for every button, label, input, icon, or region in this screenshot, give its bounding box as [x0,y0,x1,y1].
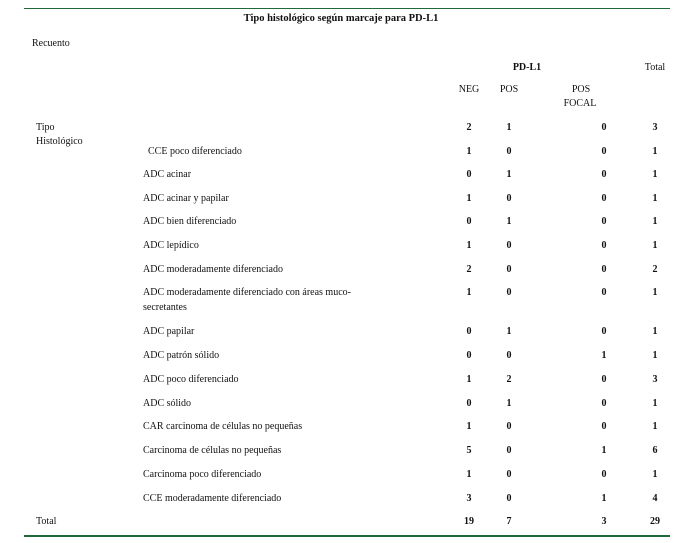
row-focal: 0 [601,169,607,180]
row-neg: 0 [466,216,472,227]
header-pdl1: PD-L1 [512,62,542,73]
row-neg: 0 [466,350,472,361]
header-pos-focal-2: FOCAL [563,98,597,109]
row-pos: 0 [506,264,512,275]
group-total-focal: 0 [601,122,607,133]
row-group-label-1: Tipo [36,122,55,133]
row-label: Carcinoma poco diferenciado [143,469,262,480]
row-total: 6 [652,445,658,456]
row-focal: 0 [601,374,607,385]
row-pos: 0 [506,146,512,157]
row-neg: 1 [466,421,472,432]
row-total: 1 [652,421,658,432]
total-total: 29 [650,516,660,527]
total-focal: 3 [601,516,607,527]
row-pos: 1 [506,216,512,227]
row-total: 1 [652,350,658,361]
row-total: 1 [652,398,658,409]
row-total: 1 [652,146,658,157]
row-label: ADC sólido [143,398,192,409]
row-label: ADC poco diferenciado [143,374,239,385]
row-group-label-2: Histológico [36,136,83,147]
row-focal: 0 [601,193,607,204]
row-focal: 0 [601,264,607,275]
row-total: 1 [652,216,658,227]
row-neg: 1 [466,469,472,480]
row-pos: 0 [506,493,512,504]
group-total-neg: 2 [466,122,472,133]
bottom-rule [24,535,670,537]
row-focal: 0 [601,421,607,432]
row-total: 2 [652,264,658,275]
row-total: 3 [652,374,658,385]
row-total: 1 [652,287,658,298]
row-neg: 1 [466,193,472,204]
row-focal: 1 [601,493,607,504]
row-label: ADC acinar y papilar [143,193,229,204]
row-focal: 0 [601,326,607,337]
row-label: ADC moderadamente diferenciado con áreas muco- [143,287,351,298]
row-neg: 1 [466,374,472,385]
row-total: 1 [652,469,658,480]
table-title: Tipo histológico según marcaje para PD-L1 [243,13,439,24]
group-total-total: 3 [652,122,658,133]
row-pos: 0 [506,469,512,480]
header-total: Total [644,62,666,73]
row-focal: 1 [601,445,607,456]
row-neg: 3 [466,493,472,504]
row-pos: 1 [506,169,512,180]
count-label: Recuento [32,38,70,49]
row-label: CCE moderadamente diferenciado [143,493,282,504]
row-neg: 1 [466,287,472,298]
row-label-continued: secretantes [143,302,187,313]
row-focal: 0 [601,240,607,251]
row-pos: 0 [506,193,512,204]
row-neg: 0 [466,326,472,337]
row-pos: 2 [506,374,512,385]
row-focal: 0 [601,216,607,227]
row-pos: 0 [506,445,512,456]
row-neg: 5 [466,445,472,456]
total-row-label: Total [36,516,57,527]
row-neg: 1 [466,240,472,251]
row-label: Carcinoma de células no pequeñas [143,445,282,456]
row-neg: 1 [466,146,472,157]
group-total-pos: 1 [506,122,512,133]
row-label: ADC papilar [143,326,195,337]
row-total: 1 [652,326,658,337]
row-pos: 1 [506,398,512,409]
row-pos: 0 [506,287,512,298]
row-focal: 0 [601,398,607,409]
row-label: ADC moderadamente diferenciado [143,264,283,275]
row-pos: 0 [506,421,512,432]
row-label: CCE poco diferenciado [148,146,242,157]
row-neg: 0 [466,398,472,409]
row-pos: 0 [506,350,512,361]
row-neg: 2 [466,264,472,275]
row-label: ADC acinar [143,169,192,180]
row-total: 1 [652,193,658,204]
row-pos: 0 [506,240,512,251]
row-label: ADC patrón sólido [143,350,220,361]
row-focal: 0 [601,469,607,480]
header-neg: NEG [458,84,480,95]
row-focal: 1 [601,350,607,361]
header-pos-focal-1: POS [571,84,591,95]
row-label: ADC lepídico [143,240,199,251]
row-total: 1 [652,169,658,180]
row-neg: 0 [466,169,472,180]
row-total: 4 [652,493,658,504]
row-label: CAR carcinoma de células no pequeñas [143,421,303,432]
total-neg: 19 [464,516,474,527]
row-focal: 0 [601,287,607,298]
row-label: ADC bien diferenciado [143,216,237,227]
total-pos: 7 [506,516,512,527]
top-rule [24,8,670,9]
row-pos: 1 [506,326,512,337]
row-total: 1 [652,240,658,251]
row-focal: 0 [601,146,607,157]
header-pos: POS [499,84,519,95]
